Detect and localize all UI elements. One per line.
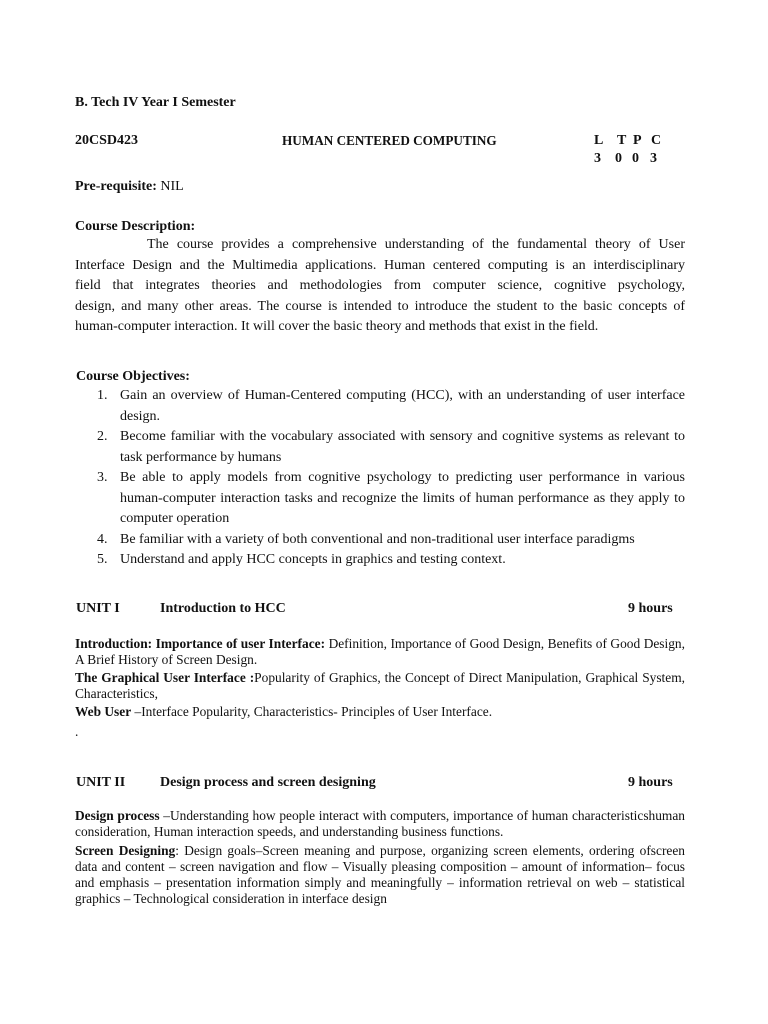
unit-1-paragraph	[75, 704, 685, 720]
objective-number: 1.	[97, 388, 108, 403]
paragraph-text: Definition, Importance of Good Design, Benefits of Good Design, A Brief History of Screen Design.	[75, 636, 685, 667]
ltpc-label-p: P	[633, 133, 642, 148]
unit-1-content	[75, 636, 685, 740]
objective-item	[97, 550, 685, 571]
ltpc-value-c: 3	[650, 151, 657, 166]
unit-2-hours: 9 hours	[628, 775, 673, 790]
description-line: human-computer interaction. It will cover the basic theory and methods that exist in the field.	[75, 319, 599, 334]
ltpc-value-t: 0	[615, 151, 622, 166]
paragraph-heading: Web User	[75, 704, 132, 719]
prerequisite	[75, 179, 184, 195]
unit-1-title: Introduction to HCC	[160, 601, 286, 616]
unit-2-title: Design process and screen designing	[160, 775, 376, 790]
objective-text: Be familiar with a variety of both conventional and non-traditional user interface paradigms	[120, 531, 635, 547]
course-objectives-heading: Course Objectives:	[76, 369, 190, 384]
unit-2-content	[75, 808, 685, 907]
objective-number: 4.	[97, 531, 108, 547]
paragraph-heading: The Graphical User Interface :	[75, 670, 255, 685]
objective-number: 2.	[97, 429, 108, 444]
ltpc-label-t: T	[617, 133, 627, 148]
paragraph-text: –Understanding how people interact with computers, importance of human characteristicshuman consideration, Human interaction speeds, and understanding business functions.	[75, 808, 685, 839]
objectives-list	[97, 386, 685, 571]
objective-text: Be able to apply models from cognitive psychology to predicting user performance in various human-computer interaction tasks and recognize the limits of human performance as they apply to computer operation	[120, 470, 685, 526]
unit-1-paragraph	[75, 636, 685, 668]
ltpc-label-c: C	[651, 133, 662, 148]
paragraph-heading: Screen Designing	[75, 843, 176, 858]
description-line: design, and many other areas. The course is intended to introduce the student to the basic concepts of	[75, 298, 685, 314]
prerequisite-value: NIL	[156, 179, 184, 194]
course-code: 20CSD423	[75, 133, 139, 148]
unit-1-label: UNIT I	[76, 601, 120, 616]
unit-2-paragraph	[75, 843, 685, 907]
paragraph-heading: Design process	[75, 808, 160, 823]
prerequisite-label: Pre-requisite:	[75, 179, 157, 194]
unit-1-hours: 9 hours	[628, 601, 673, 616]
objective-number: 3.	[97, 470, 108, 485]
ltpc-label-l: L	[594, 133, 604, 148]
ltpc-value-p: 0	[632, 151, 639, 166]
objective-item	[97, 530, 685, 551]
objective-text: Understand and apply HCC concepts in graphics and testing context.	[120, 552, 506, 567]
unit-1-trailing-dot: .	[75, 724, 79, 739]
course-description	[75, 235, 685, 338]
course-description-heading: Course Description:	[75, 219, 196, 234]
objective-item	[97, 468, 685, 530]
objective-text: Gain an overview of Human-Centered computing (HCC), with an understanding of user interface design.	[120, 388, 685, 424]
paragraph-heading: Introduction: Importance of user Interface:	[75, 636, 326, 651]
course-title: HUMAN CENTERED COMPUTING	[282, 133, 497, 148]
ltpc-value-l: 3	[594, 151, 601, 166]
objective-text: Become familiar with the vocabulary associated with sensory and cognitive systems as relevant to task performance by humans	[120, 429, 685, 465]
objective-number: 5.	[97, 552, 108, 567]
objective-item	[97, 386, 685, 427]
unit-1-paragraph	[75, 670, 685, 702]
unit-2-paragraph	[75, 808, 685, 840]
year-semester: B. Tech IV Year I Semester	[75, 95, 236, 110]
description-line: Interface Design and the Multimedia applications. Human centered computing is an interdisciplinary	[75, 257, 685, 273]
description-line: The course provides a comprehensive understanding of the fundamental theory of User	[147, 237, 685, 252]
paragraph-text: –Interface Popularity, Characteristics- Principles of User Interface.	[131, 704, 493, 719]
paragraph-text: : Design goals–Screen meaning and purpose, organizing screen elements, ordering ofscreen data and content – screen navigation and flow – Visually pleasing composition – amount of information– focus and emphasis – presentation information simply and meaningfully – information retrieval on web – statistical graphics – Technological consideration in interface design	[75, 843, 685, 906]
description-line: field that integrates theories and methodologies from computer science, cognitive psychology,	[75, 278, 685, 293]
paragraph-text: Popularity of Graphics, the Concept of Direct Manipulation, Graphical System, Characteristics,	[75, 670, 685, 701]
unit-2-label: UNIT II	[76, 775, 126, 790]
objective-item	[97, 427, 685, 468]
